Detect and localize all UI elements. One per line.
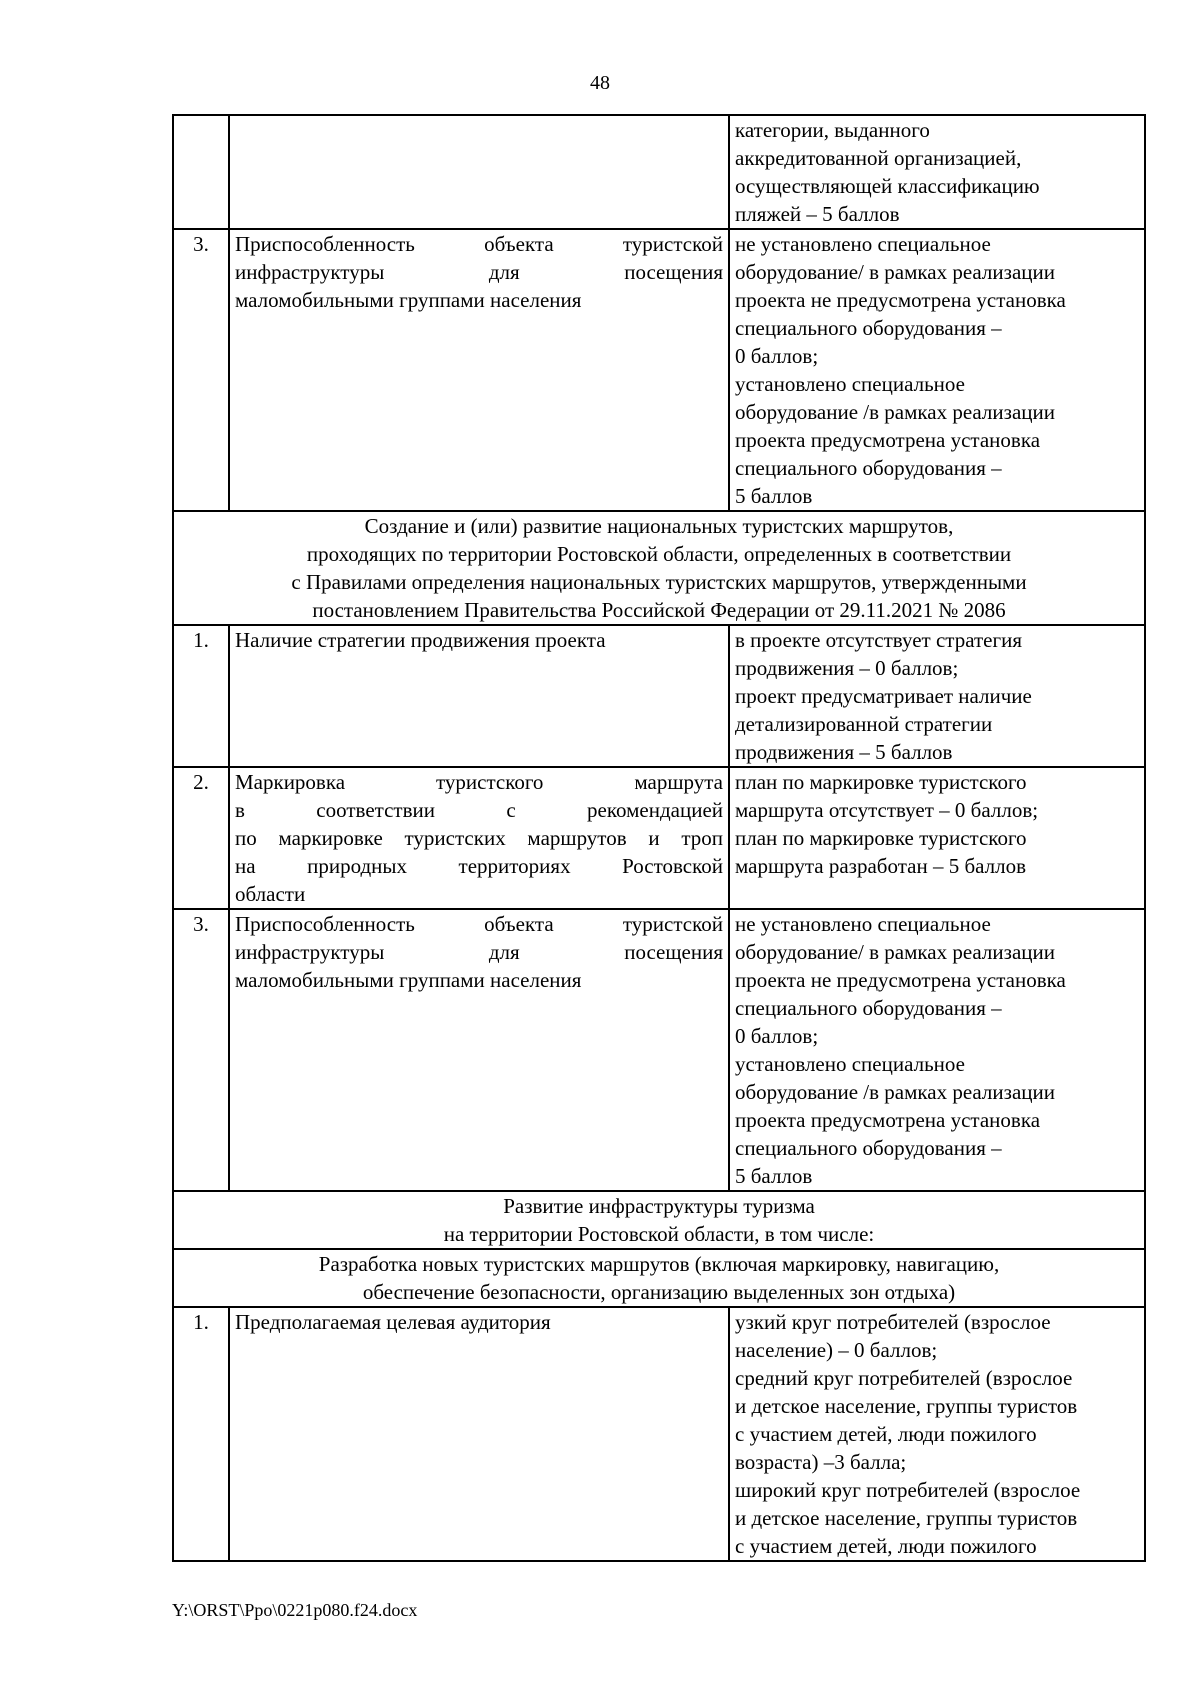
score-line: 0 баллов; xyxy=(735,344,819,368)
row-number xyxy=(173,115,229,229)
criterion-cell xyxy=(229,115,729,229)
criteria-table-body xyxy=(173,115,1145,1561)
criterion-cell xyxy=(229,909,729,1191)
score-line: осуществляющей классификацию xyxy=(735,174,1040,198)
row-number: 2. xyxy=(173,767,229,909)
score-line: продвижения – 0 баллов; xyxy=(735,656,959,680)
criterion-cell xyxy=(229,625,729,767)
score-line: установлено специальное xyxy=(735,372,965,396)
score-line: проекта предусмотрена установка xyxy=(735,1108,1041,1132)
section-header-row xyxy=(173,1191,1145,1249)
section-title xyxy=(173,1191,1145,1249)
row-number: 3. xyxy=(173,229,229,511)
score-cell xyxy=(729,229,1145,511)
criterion-line: области xyxy=(235,882,306,906)
criterion-line: на природных территориях Ростовской xyxy=(235,854,723,878)
criterion-line: по маркировке туристских маршрутов и троп xyxy=(235,826,723,850)
score-cell xyxy=(729,909,1145,1191)
criterion-line: Маркировка туристского маршрута xyxy=(235,770,723,794)
table-row xyxy=(173,115,1145,229)
score-line: средний круг потребителей (взрослое xyxy=(735,1366,1073,1390)
score-line: проекта предусмотрена установка xyxy=(735,428,1041,452)
section-header-row xyxy=(173,511,1145,625)
criterion-cell xyxy=(229,767,729,909)
table-row xyxy=(173,1307,1145,1561)
section-title-line: Развитие инфраструктуры туризма xyxy=(503,1194,815,1218)
criterion-line: инфраструктуры для посещения xyxy=(235,260,723,284)
score-cell xyxy=(729,625,1145,767)
score-line: оборудование /в рамках реализации xyxy=(735,1080,1055,1104)
row-number: 3. xyxy=(173,909,229,1191)
criterion-line: инфраструктуры для посещения xyxy=(235,940,723,964)
score-line: оборудование /в рамках реализации xyxy=(735,400,1055,424)
score-line: маршрута разработан – 5 баллов xyxy=(735,854,1027,878)
section-title xyxy=(173,1249,1145,1307)
score-line: план по маркировке туристского xyxy=(735,826,1027,850)
score-line: установлено специальное xyxy=(735,1052,965,1076)
score-line: специального оборудования – xyxy=(735,316,1002,340)
section-title-line: обеспечение безопасности, организацию выделенных зон отдыха) xyxy=(362,1280,956,1304)
criterion-line: в соответствии с рекомендацией xyxy=(235,798,723,822)
page-number: 48 xyxy=(590,72,610,94)
score-line: и детское население, группы туристов xyxy=(735,1394,1078,1418)
score-line: и детское население, группы туристов xyxy=(735,1506,1078,1530)
score-line: население) – 0 баллов; xyxy=(735,1338,938,1362)
section-header-row xyxy=(173,1249,1145,1307)
criterion-line: Предполагаемая целевая аудитория xyxy=(235,1310,551,1334)
score-cell xyxy=(729,1307,1145,1561)
section-title-line: с Правилами определения национальных туристских маршрутов, утвержденными xyxy=(291,570,1027,594)
score-line: специального оборудования – xyxy=(735,996,1002,1020)
score-line: 0 баллов; xyxy=(735,1024,819,1048)
score-line: широкий круг потребителей (взрослое xyxy=(735,1478,1081,1502)
score-line: детализированной стратегии xyxy=(735,712,993,736)
section-title-line: постановлением Правительства Российской Федерации от 29.11.2021 № 2086 xyxy=(312,598,1006,622)
score-line: не установлено специальное xyxy=(735,232,991,256)
table-row xyxy=(173,767,1145,909)
criterion-line: Наличие стратегии продвижения проекта xyxy=(235,628,606,652)
score-line: 5 баллов xyxy=(735,1164,813,1188)
criterion-cell xyxy=(229,229,729,511)
section-title-line: Создание и (или) развитие национальных туристских маршрутов, xyxy=(364,514,954,538)
criterion-cell xyxy=(229,1307,729,1561)
score-line: оборудование/ в рамках реализации xyxy=(735,260,1055,284)
section-title xyxy=(173,511,1145,625)
table-row xyxy=(173,625,1145,767)
score-line: с участием детей, люди пожилого xyxy=(735,1422,1037,1446)
score-line: категории, выданного xyxy=(735,118,930,142)
score-line: продвижения – 5 баллов xyxy=(735,740,953,764)
score-line: в проекте отсутствует стратегия xyxy=(735,628,1022,652)
table-row xyxy=(173,909,1145,1191)
file-path-footer: Y:\ORST\Ppo\0221p080.f24.docx xyxy=(172,1600,418,1620)
score-line: план по маркировке туристского xyxy=(735,770,1027,794)
score-line: маршрута отсутствует – 0 баллов; xyxy=(735,798,1039,822)
score-line: аккредитованной организацией, xyxy=(735,146,1022,170)
table-row xyxy=(173,229,1145,511)
criteria-table xyxy=(172,114,1146,1562)
score-line: проект предусматривает наличие xyxy=(735,684,1032,708)
score-line: узкий круг потребителей (взрослое xyxy=(735,1310,1051,1334)
row-number: 1. xyxy=(173,625,229,767)
score-line: возраста) –3 балла; xyxy=(735,1450,907,1474)
score-cell xyxy=(729,767,1145,909)
section-title-line: Разработка новых туристских маршрутов (включая маркировку, навигацию, xyxy=(318,1252,1000,1276)
score-line: пляжей – 5 баллов xyxy=(735,202,900,226)
score-line: проекта не предусмотрена установка xyxy=(735,968,1066,992)
score-line: с участием детей, люди пожилого xyxy=(735,1534,1037,1558)
score-line: проекта не предусмотрена установка xyxy=(735,288,1066,312)
criterion-line: маломобильными группами населения xyxy=(235,288,582,312)
score-line: оборудование/ в рамках реализации xyxy=(735,940,1055,964)
criterion-line: Приспособленность объекта туристской xyxy=(235,232,723,256)
score-line: специального оборудования – xyxy=(735,1136,1002,1160)
score-cell xyxy=(729,115,1145,229)
section-title-line: проходящих по территории Ростовской области, определенных в соответствии xyxy=(306,542,1012,566)
section-title-line: на территории Ростовской области, в том числе: xyxy=(443,1222,875,1246)
criterion-line: Приспособленность объекта туристской xyxy=(235,912,723,936)
criterion-line: маломобильными группами населения xyxy=(235,968,582,992)
score-line: специального оборудования – xyxy=(735,456,1002,480)
row-number: 1. xyxy=(173,1307,229,1561)
score-line: 5 баллов xyxy=(735,484,813,508)
score-line: не установлено специальное xyxy=(735,912,991,936)
